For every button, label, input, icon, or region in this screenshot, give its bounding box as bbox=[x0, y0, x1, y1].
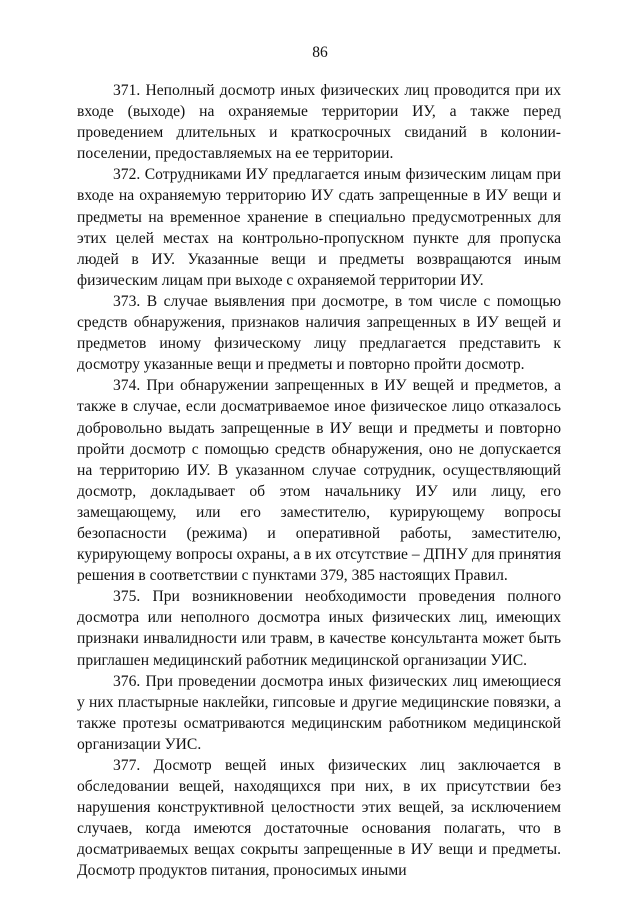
paragraph-377: 377. Досмотр вещей иных физических лиц заключается в обследовании вещей, находящихся при них, в их присутствии без нарушения конструктивной целостности этих вещей, за исключением случаев, когда имеются достаточные основания полагать, что в досматриваемых вещах сокрыты запрещенные в ИУ вещи и предметы. Досмотр продуктов питания, проносимых иными bbox=[77, 757, 561, 880]
paragraph-371: 371. Неполный досмотр иных физических лиц проводится при их входе (выходе) на охраняемые территории ИУ, а также перед проведением длительных и краткосрочных свиданий в колонии-поселении, предоставляемых на ее территории. bbox=[77, 82, 561, 163]
paragraph-375: 375. При возникновении необходимости проведения полного досмотра или неполного досмотра иных физических лиц, имеющих признаки инвалидности или травм, в качестве консультанта может быть приглашен медицинский работник медицинской организации УИС. bbox=[77, 588, 561, 669]
paragraph-372: 372. Сотрудниками ИУ предлагается иным физическим лицам при входе на охраняемую территорию ИУ сдать запрещенные в ИУ вещи и предметы на временное хранение в специально предусмотренных для этих целей местах на контрольно-пропускном пункте для пропуска людей в ИУ. Указанные вещи и предметы возвращаются иным физическим лицам при выходе с охраняемой территории ИУ. bbox=[77, 166, 561, 289]
paragraph-376: 376. При проведении досмотра иных физических лиц имеющиеся у них пластырные наклейки, гипсовые и другие медицинские повязки, а также протезы осматриваются медицинским работником медицинской организации УИС. bbox=[77, 672, 561, 753]
paragraph-373: 373. В случае выявления при досмотре, в том числе с помощью средств обнаружения, признаков наличия запрещенных в ИУ вещей и предметов иному физическому лицу предлагается представить к досмотру указанные вещи и предметы и повторно пройти досмотр. bbox=[77, 292, 561, 374]
page-number: 86 bbox=[312, 44, 328, 61]
paragraph-374: 374. При обнаружении запрещенных в ИУ вещей и предметов, а также в случае, если досматриваемое иное физическое лицо отказалось добровольно выдать запрещенные в ИУ вещи и предметы и повторно пройти досмотр с помощью средств обнаружения, оно не допускается на территорию ИУ. В указанном случае сотрудник, осуществляющий досмотр, докладывает об этом начальнику ИУ или лицу, его замещающему, или его заместителю, курирующему вопросы безопасности (режима) и оперативной работы, заместителю, курирующему вопросы охраны, а в их отсутствие – ДПНУ для принятия решения в соответствии с пунктами 379, 385 настоящих Правил. bbox=[77, 377, 561, 585]
document-body bbox=[77, 80, 561, 882]
